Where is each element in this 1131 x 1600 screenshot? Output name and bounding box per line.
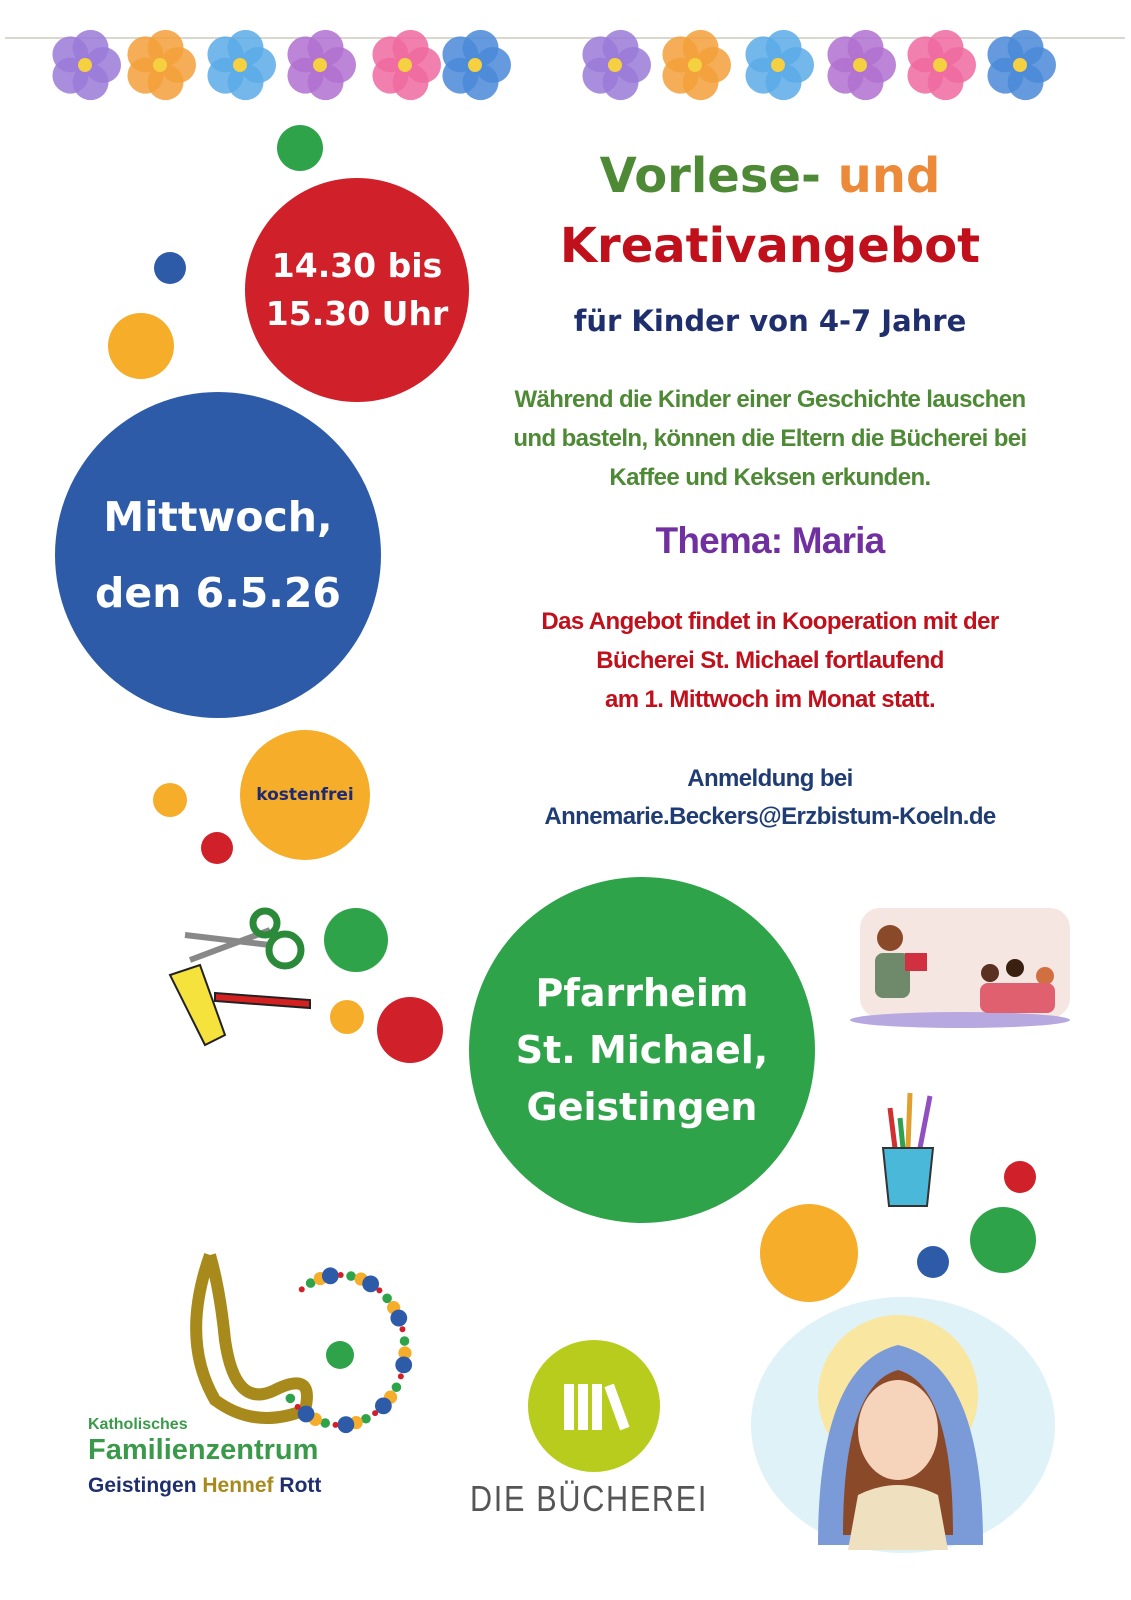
place: Geistingen <box>88 1474 197 1497</box>
logo-dot <box>395 1357 412 1374</box>
title-line2: Kreativangebot <box>559 218 981 274</box>
decor-circle <box>201 832 233 864</box>
logo-dot <box>286 1394 296 1404</box>
title-line1 <box>480 148 1060 204</box>
decor-circle <box>277 125 323 171</box>
flower-icon <box>127 30 196 100</box>
logo-dot <box>382 1294 392 1304</box>
decor-circle <box>970 1207 1036 1273</box>
flower-icon <box>987 30 1056 100</box>
location-circle <box>469 877 815 1223</box>
flower-icon <box>442 30 511 100</box>
logo-dot <box>399 1326 405 1332</box>
location-line1: Pfarrheim <box>535 970 749 1015</box>
logo-dot <box>333 1422 339 1428</box>
decor-circle <box>330 1000 364 1034</box>
price-label: kostenfrei <box>256 785 354 805</box>
pencil-cup-icon <box>875 1088 945 1213</box>
decor-circle <box>153 783 187 817</box>
flower-icon <box>287 30 356 100</box>
flower-garland <box>0 0 1131 130</box>
logo-dot <box>398 1373 404 1379</box>
price-circle <box>240 730 370 860</box>
flower-icon <box>907 30 976 100</box>
title-part2: und <box>837 148 941 204</box>
logo-dot <box>376 1287 382 1293</box>
decor-circle <box>1004 1161 1036 1193</box>
description-line: Kaffee und Keksen erkunden. <box>609 464 931 491</box>
cooperation-line: Das Angebot findet in Kooperation mit der <box>541 608 999 635</box>
decor-circle <box>917 1246 949 1278</box>
logo-dot <box>295 1404 301 1410</box>
flower-icon <box>52 30 121 100</box>
flower-icon <box>662 30 731 100</box>
date-line1: Mittwoch, <box>103 493 333 541</box>
title-part1: Vorlese- <box>599 148 821 204</box>
cooperation-line: Bücherei St. Michael fortlaufend <box>596 647 944 674</box>
subtitle: für Kinder von 4-7 Jahre <box>573 304 967 338</box>
flower-icon <box>827 30 896 100</box>
flower-icon <box>582 30 651 100</box>
theme: Thema: Maria <box>655 520 885 561</box>
familienzentrum-places <box>88 1474 321 1498</box>
logo-dot <box>337 1416 354 1433</box>
time-circle <box>245 178 469 402</box>
time-line2: 15.30 Uhr <box>265 294 449 333</box>
flower-icon <box>372 30 441 100</box>
familienzentrum-line1: Katholisches <box>88 1416 188 1433</box>
mary-illustration <box>748 1295 1058 1555</box>
logo-dot <box>392 1382 402 1392</box>
decor-circle <box>377 997 443 1063</box>
buecherei-wordmark: DIE BÜCHEREI <box>470 1478 709 1519</box>
familienzentrum-logo-icon <box>175 1250 425 1435</box>
registration-label: Anmeldung bei <box>687 765 853 792</box>
flower-icon <box>207 30 276 100</box>
decor-circle <box>154 252 186 284</box>
logo-dot <box>390 1310 407 1327</box>
decor-circle <box>108 313 174 379</box>
logo-dot <box>338 1272 344 1278</box>
place: Rott <box>279 1474 322 1497</box>
logo-dot <box>372 1410 378 1416</box>
buecherei-logo-icon <box>528 1340 663 1475</box>
date-line2: den 6.5.26 <box>95 569 341 617</box>
location-line3: Geistingen <box>526 1084 758 1129</box>
date-circle <box>55 392 381 718</box>
decor-circle <box>760 1204 858 1302</box>
place: Hennef <box>202 1474 274 1497</box>
logo-dot <box>400 1336 410 1346</box>
kids-reading-illustration <box>840 898 1080 1033</box>
cooperation-line: am 1. Mittwoch im Monat statt. <box>604 686 936 713</box>
scissors-pencil-icon <box>160 905 320 1050</box>
description-line: und basteln, können die Eltern die Bücherei bei <box>513 425 1027 452</box>
logo-dot <box>346 1271 356 1281</box>
registration-email[interactable]: Annemarie.Beckers@Erzbistum-Koeln.de <box>544 803 996 830</box>
logo-dot <box>299 1286 305 1292</box>
time-line1: 14.30 bis <box>271 246 443 285</box>
decor-circle <box>324 908 388 972</box>
location-line2: St. Michael, <box>515 1027 769 1072</box>
flower-icon <box>745 30 814 100</box>
familienzentrum-line2: Familienzentrum <box>88 1434 319 1466</box>
logo-dot <box>322 1267 339 1284</box>
description-line: Während die Kinder einer Geschichte lauschen <box>514 386 1026 413</box>
